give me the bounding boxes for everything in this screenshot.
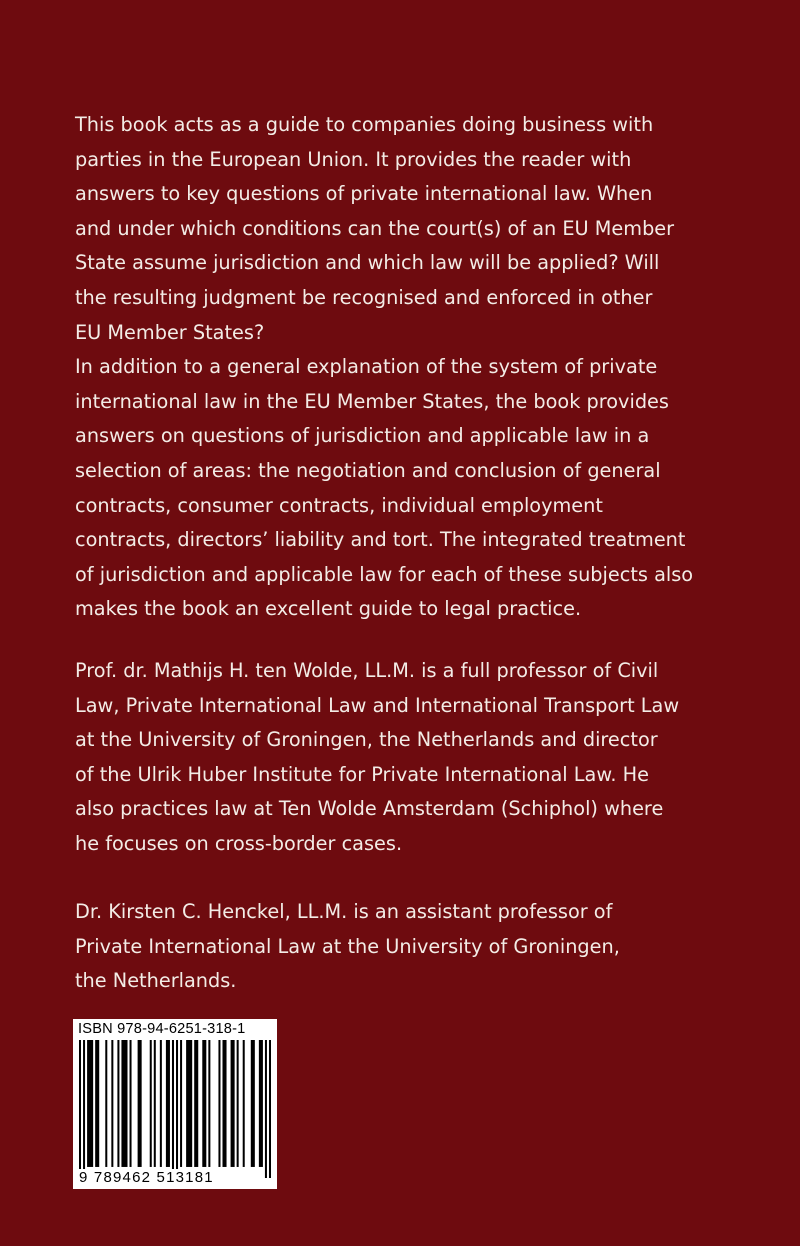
barcode-bar: [138, 1040, 142, 1167]
barcode-bar: [95, 1040, 99, 1167]
barcode-bar: [154, 1040, 156, 1167]
barcode-guard-bar: [79, 1040, 81, 1178]
barcode-guard-bar: [176, 1040, 178, 1178]
author-bio-henckel: Dr. Kirsten C. Henckel, LL.M. is an assistant professor of Private International Law at the University of Groningen, the Netherlands.: [75, 900, 620, 993]
barcode-guard-bar: [269, 1040, 271, 1178]
barcode-bar: [259, 1040, 263, 1167]
barcode-bar: [194, 1040, 198, 1167]
barcode-guard-bar: [172, 1040, 174, 1178]
barcode-bar: [237, 1040, 239, 1167]
barcode-bar: [180, 1040, 182, 1167]
barcode-bars-icon: [79, 1040, 271, 1178]
barcode-bar: [121, 1040, 127, 1167]
barcode-bar: [208, 1040, 210, 1167]
barcode-bar: [150, 1040, 152, 1167]
barcode-bar: [160, 1040, 162, 1167]
isbn-label: ISBN 978-94-6251-318-1: [78, 1021, 246, 1037]
barcode-bar: [231, 1040, 235, 1167]
barcode-bar: [111, 1040, 113, 1167]
barcode-bar: [117, 1040, 119, 1167]
isbn-barcode: [73, 1019, 277, 1189]
ean-digits: 9 789462 513181: [79, 1169, 214, 1186]
barcode-bar: [202, 1040, 206, 1167]
barcode-guard-bar: [83, 1040, 85, 1178]
author-bio-ten-wolde: Prof. dr. Mathijs H. ten Wolde, LL.M. is a full professor of Civil Law, Private International Law and International Transport Law at the University of Groningen, the Netherlands and director of the Ulrik Huber Institute for Private International Law. He also practices law at Ten Wolde Amsterdam (Schiphol) where he focuses on cross-border cases.: [75, 659, 680, 855]
barcode-bar: [243, 1040, 245, 1167]
barcode-bar: [186, 1040, 192, 1167]
barcode-bar: [130, 1040, 132, 1167]
barcode-bar: [87, 1040, 93, 1167]
barcode-bar: [222, 1040, 226, 1167]
barcode-bar: [218, 1040, 220, 1167]
barcode-bar: [251, 1040, 255, 1167]
barcode-guard-bar: [265, 1040, 267, 1178]
barcode-bar: [166, 1040, 170, 1167]
barcode-bar: [105, 1040, 107, 1167]
back-cover-blurb: This book acts as a guide to companies doing business with parties in the European Union. It provides the reader with answers to key questions of private international law. When and under which conditions can the court(s) of an EU Member State assume jurisdiction and which law will be applied? Will the resulting judgment be recognised and enforced in other EU Member States? In addition to a general explanation of the system of private international law in the EU Member States, the book provides answers on questions of jurisdiction and applicable law in a selection of areas: the negotiation and conclusion of general contracts, consumer contracts, individual employment contracts, directors’ liability and tort. The integrated treatment of jurisdiction and applicable law for each of these subjects also makes the book an excellent guide to legal practice.: [75, 113, 694, 621]
